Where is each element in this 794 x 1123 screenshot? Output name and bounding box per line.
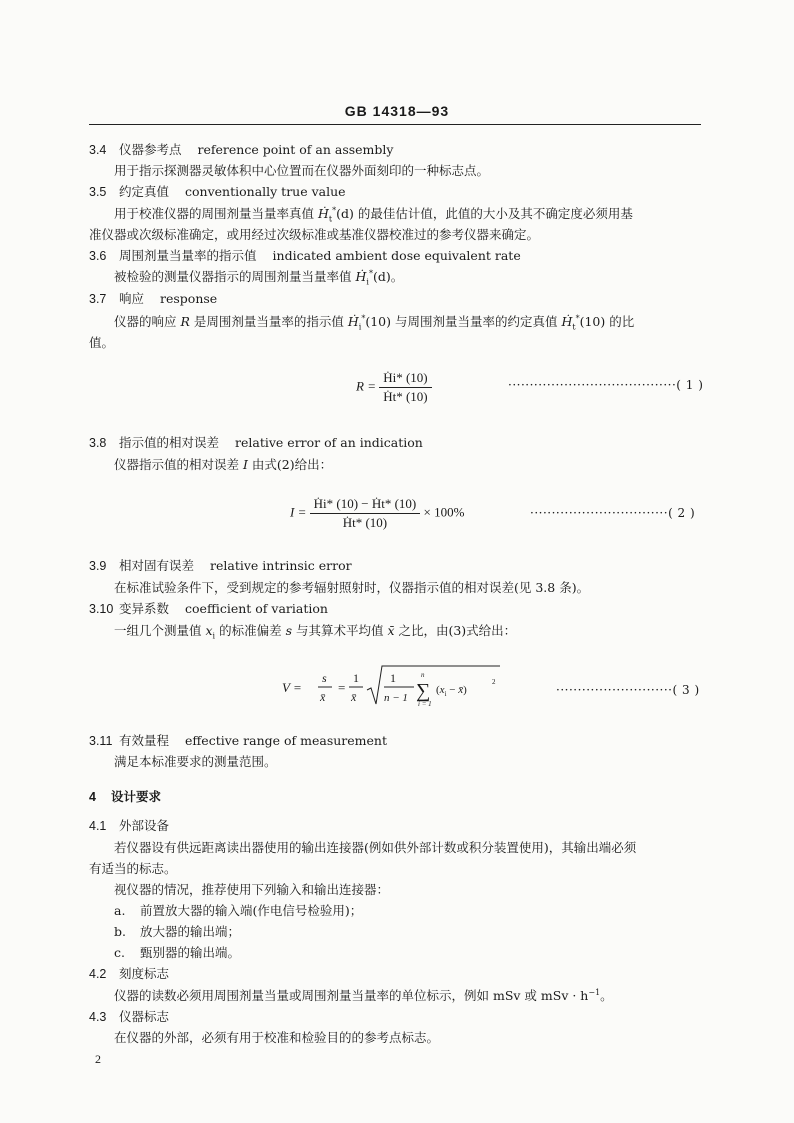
text-fragment: 一组几个测量值 xyxy=(114,623,206,638)
section-title-en: reference point of an assembly xyxy=(197,142,394,157)
list-item xyxy=(114,943,240,961)
section-3-11-body: 满足本标准要求的测量范围。 xyxy=(114,754,277,769)
list-item-label: a. xyxy=(114,903,126,918)
svg-text:n − 1: n − 1 xyxy=(384,692,408,704)
svg-text:x̄: x̄ xyxy=(320,690,326,704)
section-4-2-heading xyxy=(89,964,169,982)
text-fragment: 的比 xyxy=(605,314,635,329)
svg-text:(xi − x̄): ($x_i$ − x̄) xyxy=(436,684,467,698)
fraction-denominator: Ḣt* (10) xyxy=(342,515,388,530)
section-number: 3.11 xyxy=(89,734,113,748)
section-4-3-body: 在仪器的外部，必须有用于校准和检验目的的参考点标志。 xyxy=(114,1030,440,1045)
svg-text:n: n xyxy=(421,671,425,679)
text-fragment: 与其算术平均值 xyxy=(291,623,388,638)
symbol-s: s xyxy=(285,623,292,638)
symbol-H-dot: Ḣ xyxy=(317,206,329,221)
section-number: 4.3 xyxy=(89,1010,107,1024)
section-number: 3.6 xyxy=(89,249,107,263)
section-number: 3.9 xyxy=(89,559,107,573)
equation-1 xyxy=(356,370,432,405)
section-4-1-heading xyxy=(89,816,169,834)
section-title-zh: 周围剂量当量率的指示值 xyxy=(119,248,257,263)
section-3-10-body: 一组几个测量值 $x_i$ 的标准偏差 s 与其算术平均值 x̄ 之比，由(3)式给出： xyxy=(114,623,517,641)
symbol-arg: (10) xyxy=(365,314,391,329)
equation-2-leader: ································( 2 ) xyxy=(530,506,696,520)
text-fragment: 。 xyxy=(390,269,404,284)
section-3-7-heading xyxy=(89,289,217,307)
symbol-arg: (10) xyxy=(579,314,606,329)
section-title-zh: 相对固有误差 xyxy=(119,558,195,573)
equation-label: ( 2 ) xyxy=(668,506,696,520)
text-fragment: 。 xyxy=(600,988,613,1003)
list-item-text: 前置放大器的输入端(作电信号检验用)； xyxy=(140,903,363,918)
symbol-x-bar: x̄ xyxy=(387,623,395,638)
section-3-6-body: 被检验的测量仪器指示的周围剂量当量率值 Ḣ$_i$*(d)。 xyxy=(114,268,404,287)
section-4-1-body-line2: 有适当的标志。 xyxy=(89,861,177,876)
page-number: 2 xyxy=(95,1052,101,1066)
symbol-I: I xyxy=(242,457,248,472)
section-title-zh: 外部设备 xyxy=(119,818,170,833)
document-code-header: GB 14318—93 xyxy=(344,103,450,119)
equation-label: ( 3 ) xyxy=(672,683,700,697)
section-title-en: effective range of measurement xyxy=(185,733,387,748)
list-item-label: c. xyxy=(114,945,125,960)
symbol-arg: (d) xyxy=(372,269,391,284)
section-3-8-heading xyxy=(89,433,423,451)
equation-3 xyxy=(280,660,520,714)
section-3-10-heading xyxy=(89,599,328,617)
text-fragment: 的最佳估计值，此值的大小及其不确定度必须用基 xyxy=(353,206,633,221)
symbol-H-dot: Ḣ xyxy=(355,269,367,284)
list-item-text: 放大器的输出端； xyxy=(140,924,241,939)
symbol-arg: (d) xyxy=(336,206,354,221)
section-title-zh: 响应 xyxy=(119,291,145,306)
section-4-3-heading xyxy=(89,1007,169,1025)
svg-text:2: 2 xyxy=(492,678,496,686)
equation-3-leader: ···························( 3 ) xyxy=(556,683,700,697)
section-3-7-body-line1: 仪器的响应 R 是周围剂量当量率的指示值 Ḣ$_i$*(10) 与周围剂量当量率的约定真值 Ḣ$_t$*(10) 的比 xyxy=(114,313,635,332)
section-4-1-body-line1: 若仪器设有供远距离读出器使用的输出连接器(例如供外部计数或积分装置使用)，其输出端必须 xyxy=(114,840,637,855)
section-number: 4.2 xyxy=(89,967,107,981)
svg-text:1: 1 xyxy=(390,671,396,685)
symbol-H-dot: Ḣ xyxy=(561,314,573,329)
section-number: 3.5 xyxy=(89,185,107,199)
section-title-en: indicated ambient dose equivalent rate xyxy=(272,248,521,263)
svg-text:1: 1 xyxy=(353,671,359,685)
equation-multiplier: × 100% xyxy=(423,504,465,520)
symbol-H-dot: Ḣ xyxy=(347,314,359,329)
section-3-7-body-line2: 值。 xyxy=(89,335,115,350)
section-title-zh: 指示值的相对误差 xyxy=(119,435,220,450)
svg-text:s: s xyxy=(322,671,327,685)
list-item-text: 甄别器的输出端。 xyxy=(140,945,241,960)
list-item xyxy=(114,922,240,940)
section-4-heading xyxy=(89,787,161,805)
section-3-5-body-line1: 用于校准仪器的周围剂量当量率真值 Ḣ$_t$*(d) 的最佳估计值，此值的大小及其不确定度必须用基 xyxy=(114,205,633,224)
section-title-zh: 变异系数 xyxy=(119,601,170,616)
section-number: 4.1 xyxy=(89,819,107,833)
section-title-zh: 约定真值 xyxy=(119,184,170,199)
section-number: 3.8 xyxy=(89,436,107,450)
symbol-star: * xyxy=(332,205,337,215)
section-3-4-heading xyxy=(89,140,393,158)
section-title-en: coefficient of variation xyxy=(185,601,328,616)
equation-lhs: V = xyxy=(282,680,302,695)
equation-fraction xyxy=(310,496,421,531)
section-number: 3.4 xyxy=(89,143,107,157)
section-3-9-heading xyxy=(89,556,352,574)
exponent: −1 xyxy=(588,987,601,997)
text-fragment: 由式(2)给出： xyxy=(247,457,333,472)
text-fragment: 是周围剂量当量率的指示值 xyxy=(189,314,348,329)
symbol-R: R xyxy=(180,314,190,329)
text-fragment: 被检验的测量仪器指示的周围剂量当量率值 xyxy=(114,269,356,284)
list-item xyxy=(114,901,362,919)
text-fragment: 的标准偏差 xyxy=(215,623,286,638)
section-3-11-heading xyxy=(89,731,387,749)
list-item-label: b. xyxy=(114,924,126,939)
section-3-5-body-line2: 准仪器或次级标准确定，或用经过次级标准或基准仪器校准过的参考仪器来确定。 xyxy=(89,227,540,242)
svg-text:∑: ∑ xyxy=(416,680,431,702)
equation-fraction xyxy=(379,370,431,405)
symbol-star: * xyxy=(575,313,580,323)
text-fragment: 用于校准仪器的周围剂量当量率真值 xyxy=(114,206,318,221)
section-4-1-body-line3: 视仪器的情况，推荐使用下列输入和输出连接器： xyxy=(114,882,390,897)
section-title-en: relative error of an indication xyxy=(235,435,423,450)
section-title-zh: 刻度标志 xyxy=(119,966,170,981)
text-fragment: 仪器的读数必须用周围剂量当量或周围剂量当量率的单位标示，例如 mSv 或 mSv · h xyxy=(114,988,589,1003)
text-fragment: 仪器的响应 xyxy=(114,314,181,329)
svg-text:=: = xyxy=(338,680,346,695)
section-title-zh: 仪器标志 xyxy=(119,1009,170,1024)
section-number: 3.10 xyxy=(89,602,114,616)
symbol-star: * xyxy=(361,313,366,323)
symbol-x: x xyxy=(205,623,213,638)
svg-text:i = 1: i = 1 xyxy=(418,700,432,708)
fraction-numerator: Ḣi* (10) xyxy=(379,370,431,388)
text-fragment: 之比，由(3)式给出： xyxy=(394,623,517,638)
section-3-8-body xyxy=(114,455,332,473)
equation-1-leader: ·······································( 1 ) xyxy=(508,378,704,392)
symbol-star: * xyxy=(368,268,373,278)
equation-lhs: R = xyxy=(356,378,376,394)
section-3-6-heading xyxy=(89,246,521,264)
text-fragment: 与周围剂量当量率的约定真值 xyxy=(391,314,562,329)
section-3-5-heading xyxy=(89,182,346,200)
equation-2 xyxy=(290,496,464,531)
section-title: 设计要求 xyxy=(111,789,162,804)
svg-text:x̄: x̄ xyxy=(351,690,357,704)
section-3-4-body: 用于指示探测器灵敏体积中心位置而在仪器外面刻印的一种标志点。 xyxy=(114,163,490,178)
section-title-en: relative intrinsic error xyxy=(210,558,352,573)
section-title-en: conventionally true value xyxy=(185,184,346,199)
section-title-en: response xyxy=(160,291,218,306)
section-title-zh: 有效量程 xyxy=(119,733,170,748)
fraction-numerator: Ḣi* (10) − Ḣt* (10) xyxy=(310,496,421,514)
fraction-denominator: Ḣt* (10) xyxy=(383,389,428,404)
equation-label: ( 1 ) xyxy=(676,378,704,392)
text-fragment: 仪器指示值的相对误差 xyxy=(114,457,243,472)
equation-lhs: I = xyxy=(290,504,307,520)
header-rule xyxy=(89,124,701,125)
section-number: 3.7 xyxy=(89,292,107,306)
section-4-2-body xyxy=(114,986,613,1004)
section-title-zh: 仪器参考点 xyxy=(119,142,182,157)
section-3-9-body: 在标准试验条件下，受到规定的参考辐射照射时，仪器指示值的相对误差(见 3.8 条)。 xyxy=(114,580,590,595)
section-number: 4 xyxy=(89,790,96,804)
